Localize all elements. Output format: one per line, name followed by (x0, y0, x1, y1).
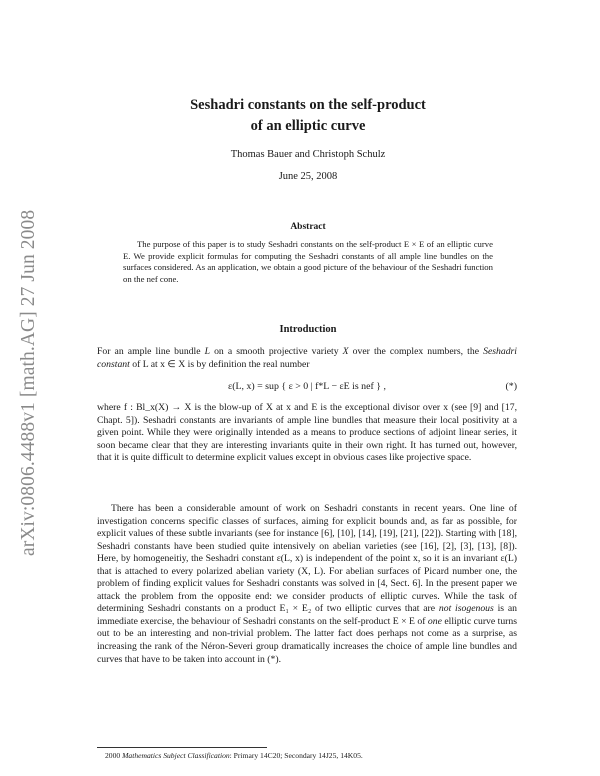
equation-tag: (*) (505, 381, 517, 392)
footnote (105, 751, 363, 760)
abstract-text: The purpose of this paper is to study Seshadri constants on the self-product E × E of an elliptic curve E. We provide explicit formulas for computing the Seshadri constants of all ample line bundles on the surfaces considered. As an application, we obtain a good picture of the behaviour of the Seshadri function on the nef cone. (123, 239, 493, 284)
abstract-heading: Abstract (290, 222, 326, 232)
text-run: on a smooth projective variety (209, 346, 343, 357)
equation-formula: ε(L, x) = sup { ε > 0 | f*L − εE is nef } , (228, 381, 386, 392)
math-run: X (342, 346, 349, 357)
footnote-rule (97, 747, 267, 748)
text-run: of L at x ∈ X is by definition the real number (129, 358, 310, 370)
text-run: over the complex numbers, the (348, 346, 484, 357)
text-run: elliptic curve turns out to be an interesting and non-trivial problem. The latter fact does perhaps not come as a surprise, as increasing the rank of the Néron-Severi group dramatically increases the choice of ample line bundles and curves that have to be taken into account in (*). (97, 615, 518, 665)
text-run: 2000 (105, 751, 123, 760)
emphasis: Mathematics Subject Classification (122, 751, 230, 760)
authors: Thomas Bauer and Christoph Schulz (230, 149, 386, 160)
emphasis: not isogenous (438, 603, 494, 615)
date: June 25, 2008 (278, 171, 338, 182)
text-run: There has been a considerable amount of work on Seshadri constants in recent years. One line of investigation concerns specific classes of surfaces, aiming for explicit bounds and, as far as possible, for explicit values of these subtle invariants (see for instance [6], [10], [14], [19], [21], [22]). Starting with [18], Seshadri constants have been studied quite intensively on abelian varieties (see [16], [2], [3], [13], [8]). Here, by homogeneitiy, the Seshadri constant ε(L, x) is independent of the point x, so it is an invariant ε(L) that is attached to every polarized abelian variety (X, L). For abelian surfaces of Picard number one, the problem of finding explicit values for Seshadri constants was solved in [4, Sect. 6]. In the present paper we attack the problem from the opposite end: we consider products of elliptic curves. While the task of determining Seshadri constants on a product E₁ × E₂ of two elliptic curves that are (97, 503, 517, 615)
text-run: : Primary 14C20; Secondary 14J25, 14K05. (229, 751, 363, 760)
intro-paragraph-3 (97, 503, 517, 666)
math-run: L (204, 346, 210, 357)
text-run: For an ample line bundle (97, 346, 205, 357)
introduction-heading: Introduction (279, 324, 337, 335)
text-run: is an immediate exercise, the behaviour of Seshadri constants on the self-product E × E of (97, 603, 517, 627)
intro-paragraph-1 (97, 346, 517, 371)
seshadri-equation (97, 381, 517, 395)
intro-paragraph-2: where f : Bl_x(X) → X is the blow-up of X at x and E is the exceptional divisor over x (see [9] and [17, Chapt. 5]). Seshadri constants are invariants of ample line bundles that measure their local positivity at a given point. While they were originally intended as a means to produce sections of adjoint linear series, it soon became clear that they are interesting invariants quite in their own right. It has turned out, however, that it is quite difficult to determine explicit values except in obvious cases like projective space. (97, 402, 517, 464)
arxiv-identifier: arXiv:0806.4488v1 [math.AG] 27 Jun 2008 (18, 209, 39, 556)
title-line-1: Seshadri constants on the self-product (190, 97, 426, 113)
emphasis: one (427, 615, 442, 627)
defined-term: Seshadri constant (97, 346, 517, 370)
paper-title (100, 95, 516, 137)
title-line-2: of an elliptic curve (250, 118, 366, 134)
